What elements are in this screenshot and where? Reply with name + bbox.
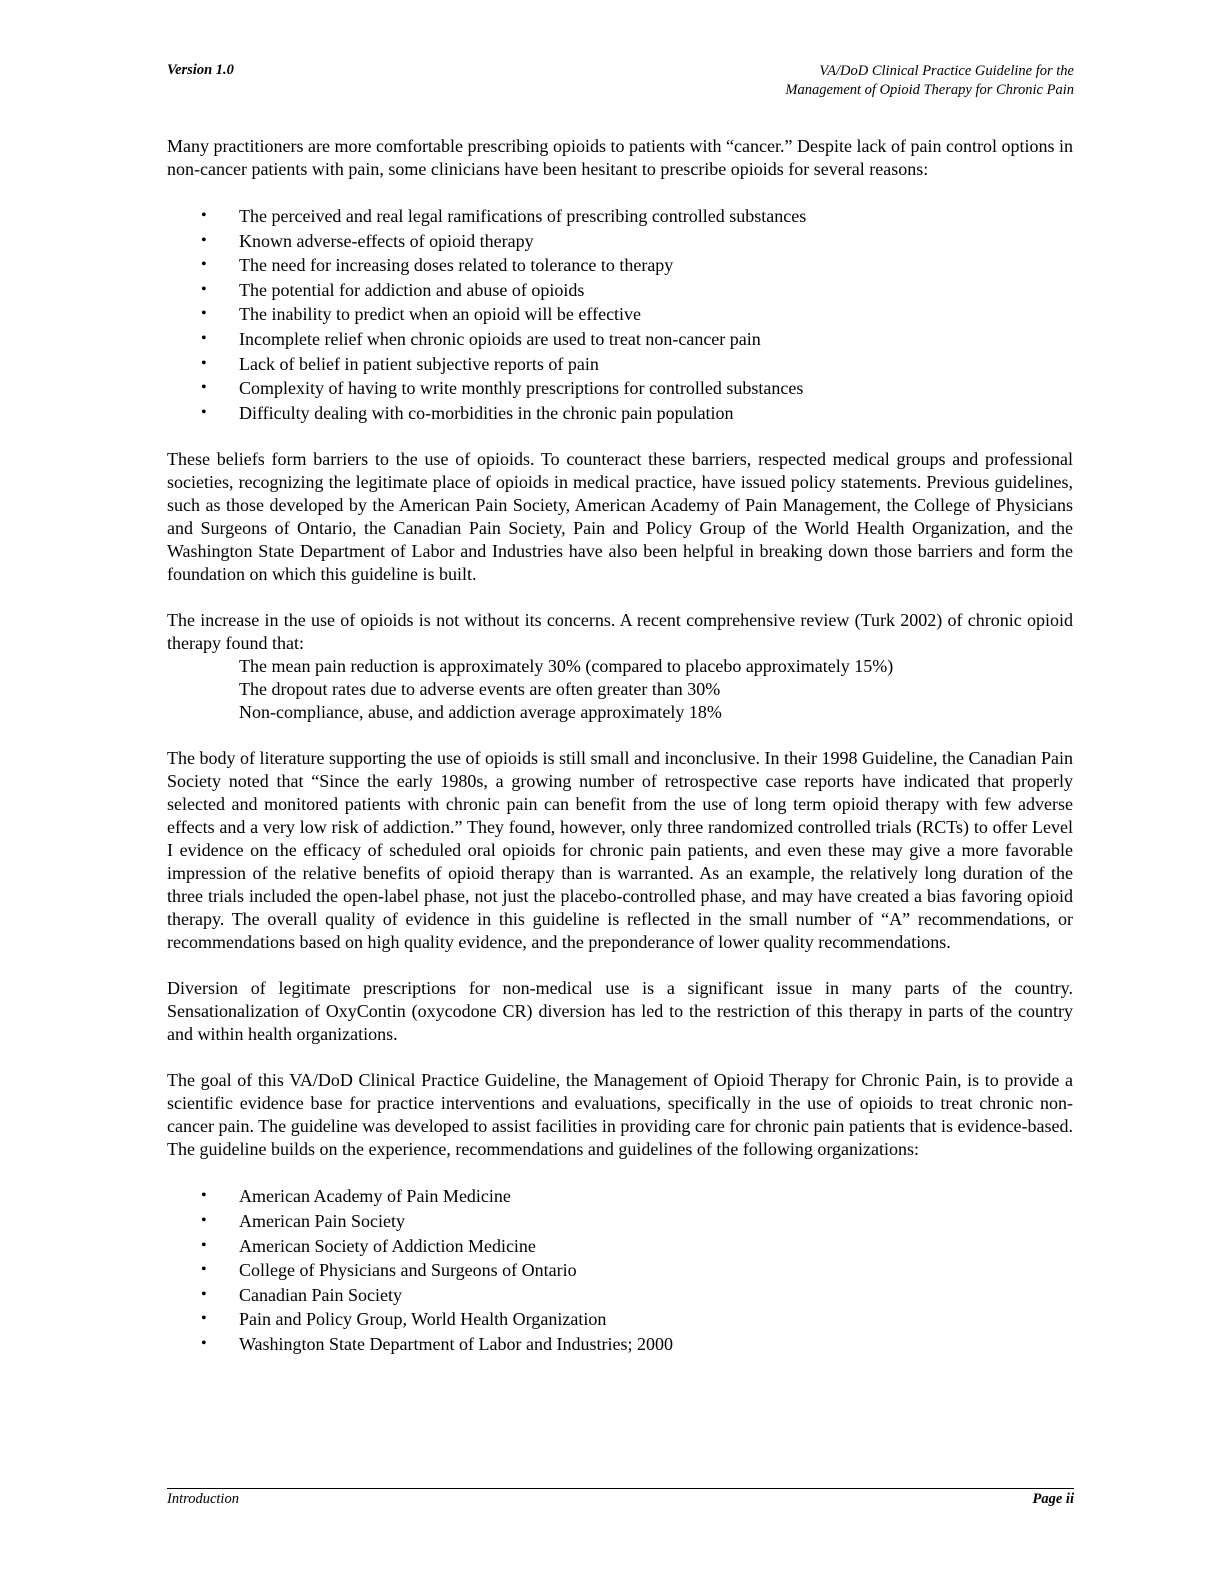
header-title-line: VA/DoD Clinical Practice Guideline for the [819,63,1074,79]
findings-list [167,655,1073,724]
paragraph: These beliefs form barriers to the use of opioids. To counteract these barriers, respected medical groups and professional societies, recognizing the legitimate place of opioids in medical practice, have issued policy statements. Previous guidelines, such as those developed by the American Pain Society, American Academy of Pain Management, the College of Physicians and Surgeons of Ontario, the Canadian Pain Society, Pain and Policy Group of the World Health Organization, and the Washington State Department of Labor and Industries have also been helpful in breaking down those barriers and form the foundation on which this guideline is built. [167,449,1073,585]
bullet-icon: • [201,354,207,372]
list-item: • American Academy of Pain Medicine [167,1184,1073,1209]
version-label: Version 1.0 [167,62,234,78]
bullet-icon: • [201,256,207,274]
reasons-list [167,204,1073,425]
bullet-icon: • [201,1285,207,1303]
list-item: The mean pain reduction is approximately 30% (compared to placebo approximately 15%) [239,656,894,677]
list-item: • Known adverse-effects of opioid therapy [167,229,1073,254]
bullet-icon: • [201,280,207,298]
list-item: • The perceived and real legal ramifications of prescribing controlled substances [167,204,1073,229]
bullet-icon: • [201,231,207,249]
list-item: • The inability to predict when an opioid will be effective [167,302,1073,327]
bullet-icon: • [201,1334,207,1352]
list-item: • The potential for addiction and abuse of opioids [167,278,1073,303]
list-item: • Difficulty dealing with co-morbidities in the chronic pain population [167,401,1073,426]
list-item: • Incomplete relief when chronic opioids are used to treat non-cancer pain [167,327,1073,352]
bullet-icon: • [201,403,207,421]
list-item: • Washington State Department of Labor and Industries; 2000 [167,1332,1073,1357]
footer-section-label: Introduction [167,1491,239,1507]
paragraph: Many practitioners are more comfortable prescribing opioids to patients with “cancer.” Despite lack of pain control options in non-cancer patients with pain, some clinicians have been hesitant to prescribe opioids for several reasons: [167,136,1073,179]
document-title-header [785,62,1074,100]
list-item: • Pain and Policy Group, World Health Organization [167,1307,1073,1332]
bullet-icon: • [201,379,207,397]
page-number: Page ii [1032,1491,1074,1507]
paragraph: Diversion of legitimate prescriptions for non-medical use is a significant issue in many parts of the country. Sensationalization of OxyContin (oxycodone CR) diversion has led to the restriction of this therapy in parts of the country and within health organizations. [167,978,1073,1045]
list-item: • The need for increasing doses related to tolerance to therapy [167,253,1073,278]
list-item: • College of Physicians and Surgeons of Ontario [167,1258,1073,1283]
paragraph: The body of literature supporting the use of opioids is still small and inconclusive. In their 1998 Guideline, the Canadian Pain Society noted that “Since the early 1980s, a growing number of retrospective case reports have indicated that properly selected and monitored patients with chronic pain can benefit from the use of long term opioid therapy with few adverse effects and a very low risk of addiction.” They found, however, only three randomized controlled trials (RCTs) to offer Level I evidence on the efficacy of scheduled oral opioids for chronic pain patients, and even these may give a more favorable impression of the relative benefits of opioid therapy than is warranted. As an example, the relatively long duration of the three trials included the open-label phase, not just the placebo-controlled phase, and may have created a bias favoring opioid therapy. The overall quality of evidence in this guideline is reflected in the small number of “A” recommendations, or recommendations based on high quality evidence, and the preponderance of lower quality recommendations. [167,748,1073,953]
bullet-icon: • [201,1310,207,1328]
bullet-icon: • [201,329,207,347]
organizations-list [167,1184,1073,1356]
list-item: Non-compliance, abuse, and addiction average approximately 18% [239,702,722,723]
list-item: • Canadian Pain Society [167,1283,1073,1308]
bullet-icon: • [201,1187,207,1205]
body-text [167,135,1073,1357]
list-item: The dropout rates due to adverse events are often greater than 30% [239,679,721,700]
bullet-icon: • [201,1236,207,1254]
list-item: • Complexity of having to write monthly prescriptions for controlled substances [167,376,1073,401]
header-title-line: Management of Opioid Therapy for Chronic Pain [785,82,1074,98]
footer-divider [167,1488,1074,1489]
paragraph: The increase in the use of opioids is not without its concerns. A recent comprehensive review (Turk 2002) of chronic opioid therapy found that: [167,610,1073,654]
list-item: • American Society of Addiction Medicine [167,1234,1073,1259]
bullet-icon: • [201,305,207,323]
bullet-icon: • [201,1211,207,1229]
paragraph: The goal of this VA/DoD Clinical Practice Guideline, the Management of Opioid Therapy for Chronic Pain, is to provide a scientific evidence base for practice interventions and evaluations, specifically in the use of opioids to treat chronic non-cancer pain. The guideline was developed to assist facilities in providing care for chronic pain patients that is evidence-based. The guideline builds on the experience, recommendations and guidelines of the following organizations: [167,1070,1073,1160]
bullet-icon: • [201,1261,207,1279]
list-item: • Lack of belief in patient subjective reports of pain [167,352,1073,377]
bullet-icon: • [201,207,207,224]
list-item: • American Pain Society [167,1209,1073,1234]
